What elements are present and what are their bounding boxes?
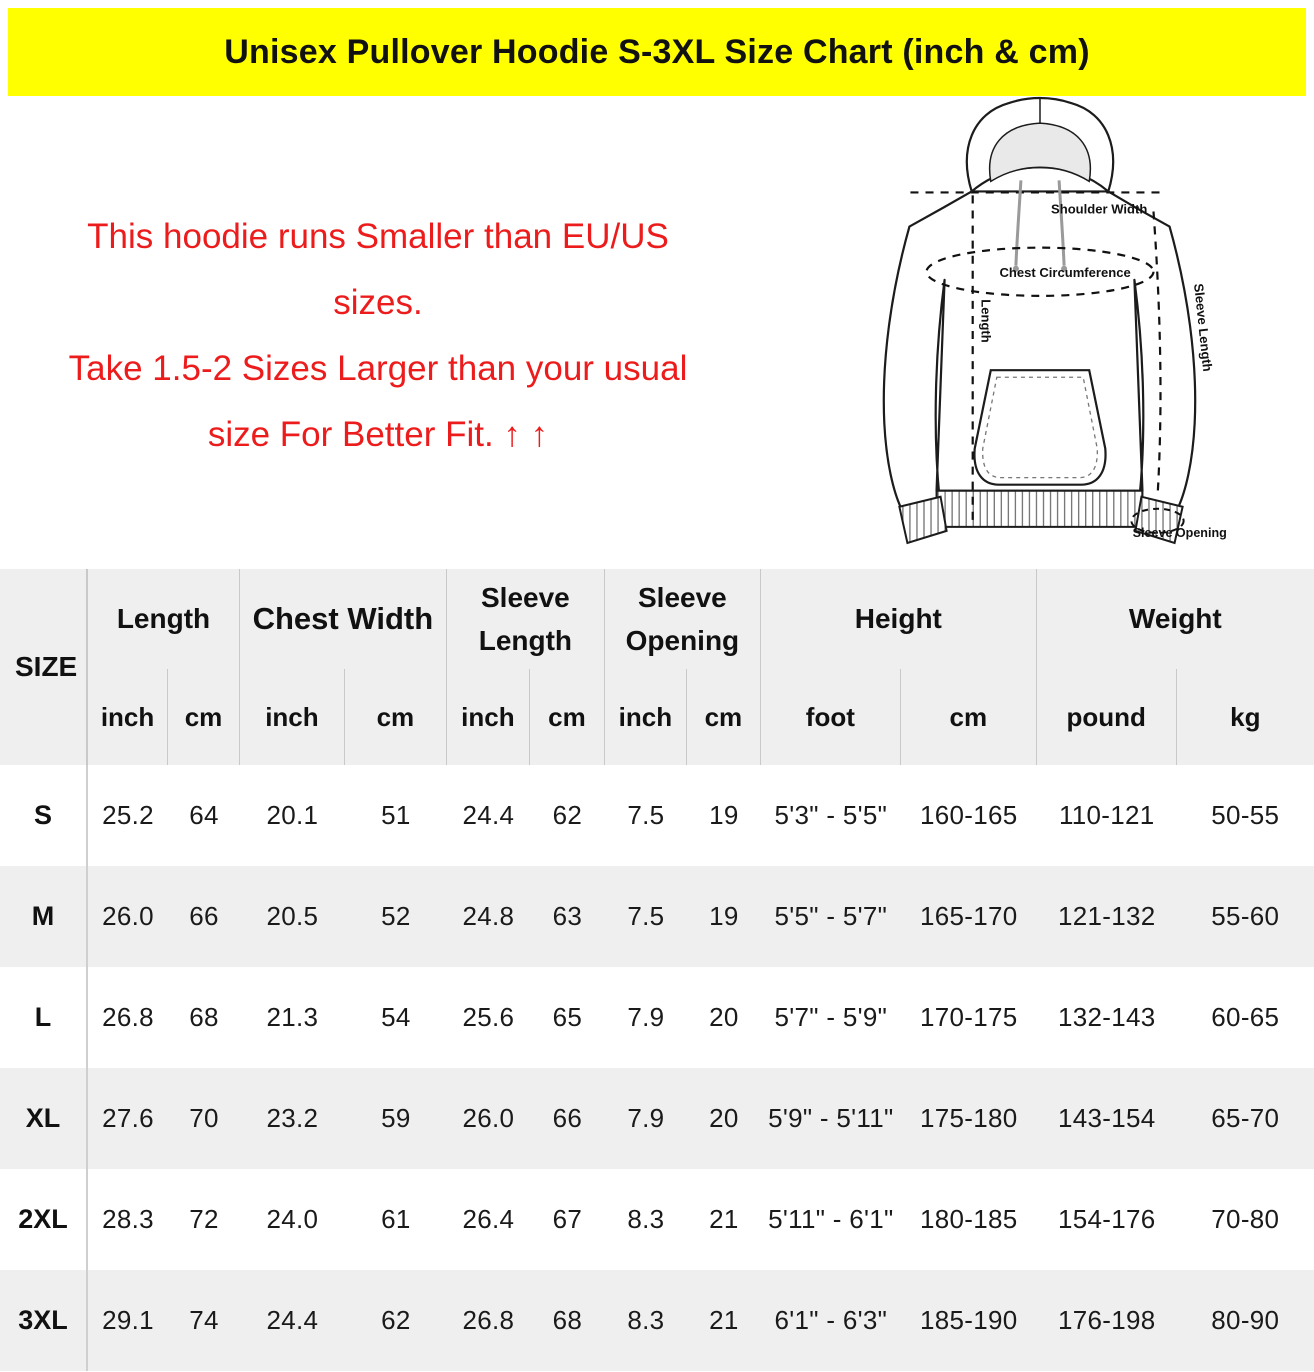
value-cell: 7.9 [627, 1103, 665, 1133]
notice-line: size For Better Fit. ↑ ↑ [207, 415, 549, 454]
hem-band [937, 491, 1143, 527]
value-cell: 110-121 [1058, 800, 1155, 830]
size-cell: 2XL [0, 1169, 88, 1270]
value-cell: 121-132 [1057, 901, 1156, 931]
value-cell: 25.2 [102, 800, 154, 830]
notice-line: Take 1.5-2 Sizes Larger than your usual [68, 349, 688, 388]
table-row [0, 1169, 1314, 1270]
value-cell: 55-60 [1211, 901, 1280, 931]
shoulder-width-label: Shoulder Width [1051, 201, 1148, 217]
chest-circumference-label: Chest Circumference [999, 264, 1131, 280]
unit-header: cm [530, 669, 605, 765]
table-row [0, 1068, 1314, 1169]
value-cell: 5'11" - 6'1" [768, 1204, 894, 1234]
length-label: Length [978, 299, 994, 343]
value-cell: 74 [189, 1305, 219, 1335]
unit-header: kg [1230, 701, 1261, 732]
value-cell: 80-90 [1211, 1305, 1280, 1335]
sizing-notice [0, 204, 756, 468]
value-cell: 64 [189, 800, 219, 830]
value-cell: 143-154 [1057, 1103, 1156, 1133]
unit-header: pound [1037, 669, 1177, 765]
value-cell: 7.5 [627, 800, 665, 830]
column-group-sleeve-length: Sleeve Length [447, 569, 605, 669]
value-cell: 24.0 [266, 1204, 319, 1234]
value-cell: 68 [189, 1002, 219, 1032]
size-cell: L [0, 967, 88, 1068]
value-cell: 62 [552, 800, 583, 830]
value-cell: 5'7" - 5'9" [774, 1002, 888, 1032]
value-cell: 66 [189, 901, 219, 931]
unit-header: cm [168, 669, 240, 765]
column-group-sleeve-opening: Sleeve Opening [605, 569, 761, 669]
size-cell: 3XL [0, 1270, 88, 1371]
unit-header: cm [687, 669, 761, 765]
value-cell: 54 [381, 1002, 411, 1032]
value-cell: 63 [552, 901, 583, 931]
value-cell: 70 [189, 1103, 219, 1133]
value-cell: 176-198 [1057, 1305, 1156, 1335]
value-cell: 50-55 [1211, 800, 1280, 830]
pocket [974, 370, 1105, 484]
unit-header: inch [605, 669, 687, 765]
value-cell: 26.0 [102, 901, 154, 931]
value-cell: 19 [709, 800, 739, 830]
value-cell: 60-65 [1211, 1002, 1280, 1032]
value-cell: 61 [381, 1204, 411, 1234]
value-cell: 175-180 [920, 1103, 1018, 1133]
value-cell: 160-165 [920, 800, 1018, 830]
value-cell: 67 [552, 1204, 583, 1234]
table-row [0, 967, 1314, 1068]
value-cell: 20 [709, 1103, 739, 1133]
value-cell: 8.3 [627, 1204, 665, 1234]
value-cell: 154-176 [1057, 1204, 1156, 1234]
value-cell: 62 [381, 1305, 411, 1335]
value-cell: 26.4 [462, 1204, 515, 1234]
hoodie-diagram [850, 95, 1232, 557]
value-cell: 5'3" - 5'5" [774, 800, 888, 830]
sleeve-opening-label: Sleeve Opening [1132, 525, 1227, 540]
unit-header: inch [88, 669, 168, 765]
table-body [0, 765, 1314, 1371]
value-cell: 20.5 [266, 901, 319, 931]
value-cell: 52 [381, 901, 411, 931]
title-banner [8, 8, 1306, 96]
table-row [0, 765, 1314, 866]
value-cell: 21.3 [266, 1002, 319, 1032]
value-cell: 23.2 [266, 1103, 319, 1133]
value-cell: 7.5 [627, 901, 665, 931]
column-group-chest-width: Chest Width [240, 569, 447, 669]
value-cell: 27.6 [102, 1103, 154, 1133]
unit-header: foot [761, 669, 901, 765]
value-cell: 28.3 [102, 1204, 154, 1234]
value-cell: 8.3 [627, 1305, 665, 1335]
size-table [0, 569, 1314, 1371]
value-cell: 26.0 [462, 1103, 515, 1133]
value-cell: 65 [552, 1002, 583, 1032]
value-cell: 51 [381, 800, 411, 830]
column-group-weight: Weight [1128, 603, 1222, 635]
value-cell: 59 [381, 1103, 411, 1133]
value-cell: 5'9" - 5'11" [768, 1103, 894, 1133]
value-cell: 72 [189, 1204, 219, 1234]
notice-line: sizes. [333, 283, 423, 322]
value-cell: 66 [552, 1103, 583, 1133]
value-cell: 65-70 [1211, 1103, 1280, 1133]
size-cell: M [0, 866, 88, 967]
value-cell: 7.9 [627, 1002, 665, 1032]
column-group-height: Height [761, 569, 1037, 669]
value-cell: 21 [709, 1204, 739, 1234]
value-cell: 70-80 [1211, 1204, 1280, 1234]
value-cell: 68 [552, 1305, 583, 1335]
table-header [0, 569, 1314, 765]
value-cell: 24.4 [266, 1305, 319, 1335]
value-cell: 20 [709, 1002, 739, 1032]
column-group-length: Length [88, 569, 240, 669]
value-cell: 24.4 [462, 800, 515, 830]
value-cell: 26.8 [462, 1305, 515, 1335]
table-row [0, 866, 1314, 967]
value-cell: 5'5" - 5'7" [774, 901, 888, 931]
unit-header: inch [447, 669, 530, 765]
value-cell: 24.8 [462, 901, 515, 931]
value-cell: 132-143 [1057, 1002, 1156, 1032]
value-cell: 29.1 [102, 1305, 154, 1335]
value-cell: 21 [709, 1305, 739, 1335]
page-title: Unisex Pullover Hoodie S-3XL Size Chart (inch & cm) [224, 32, 1090, 71]
value-cell: 19 [709, 901, 739, 931]
unit-header: inch [240, 669, 345, 765]
value-cell: 6'1" - 6'3" [774, 1305, 888, 1335]
table-row [0, 1270, 1314, 1371]
value-cell: 26.8 [102, 1002, 154, 1032]
value-cell: 180-185 [920, 1204, 1018, 1234]
size-cell: S [0, 765, 88, 866]
sleeve-length-label: Sleeve Length [1191, 282, 1216, 373]
notice-line: This hoodie runs Smaller than EU/US [87, 217, 669, 256]
value-cell: 20.1 [266, 800, 319, 830]
value-cell: 170-175 [920, 1002, 1018, 1032]
value-cell: 165-170 [920, 901, 1018, 931]
column-header-size: SIZE [0, 569, 88, 765]
size-cell: XL [0, 1068, 88, 1169]
hoodie-sketch-svg [850, 95, 1232, 557]
value-cell: 25.6 [462, 1002, 515, 1032]
value-cell: 185-190 [920, 1305, 1018, 1335]
unit-header: cm [901, 669, 1037, 765]
unit-header: cm [345, 669, 447, 765]
